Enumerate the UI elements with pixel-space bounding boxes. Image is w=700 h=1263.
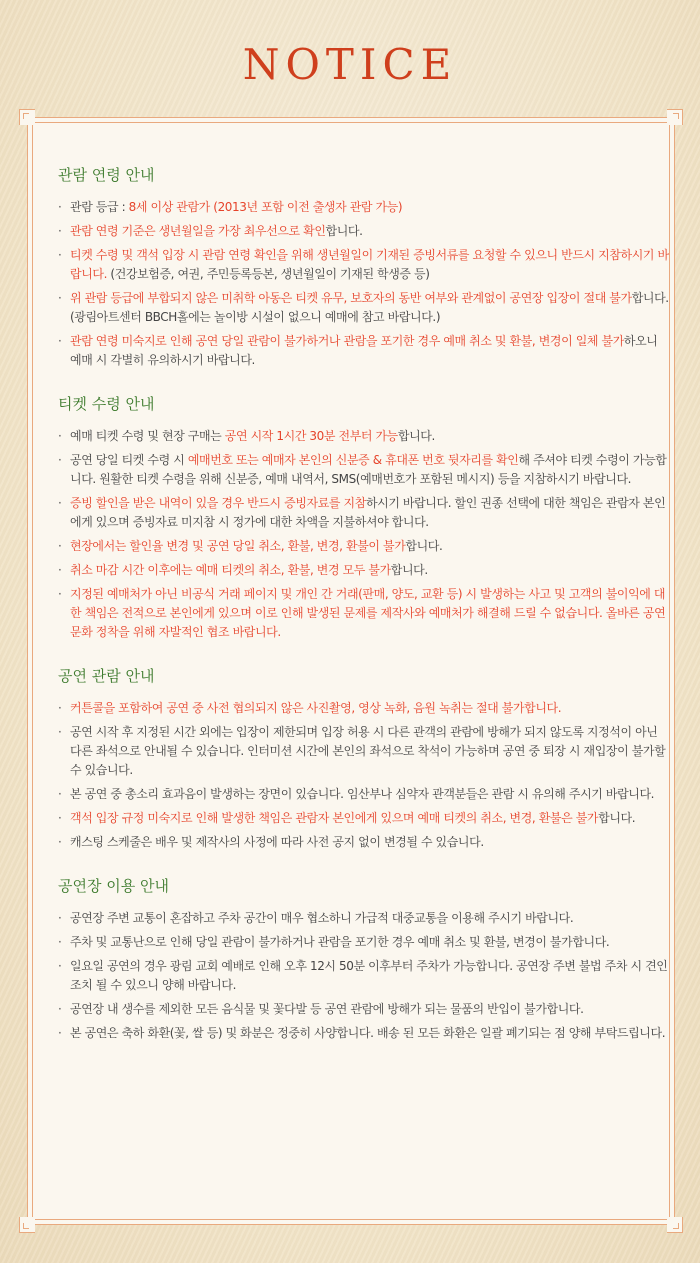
notice-item [58, 427, 670, 446]
notice-item [58, 833, 670, 852]
notice-item [58, 933, 670, 952]
item-text: 합니다. [405, 539, 443, 553]
item-text: 주차 및 교통난으로 인해 당일 관람이 불가하거나 관람을 포기한 경우 예매 취소 및 환불, 변경이 불가합니다. [70, 935, 610, 949]
notice-item [58, 1000, 670, 1019]
highlighted-text: 예매번호 또는 예매자 본인의 신분증 & 휴대폰 번호 뒷자리를 확인 [187, 453, 519, 467]
item-text: 합니다. [598, 811, 636, 825]
notice-section [58, 393, 670, 642]
item-text: 공연장 주변 교통이 혼잡하고 주차 공간이 매우 협소하니 가급적 대중교통을 이용해 주시기 바랍니다. [70, 911, 574, 925]
section-title: 티켓 수령 안내 [58, 395, 155, 413]
notice-section [58, 875, 670, 1043]
highlighted-text: 관람 연령 미숙지로 인해 공연 당일 관람이 불가하거나 관람을 포기한 경우 예매 취소 및 환불, 변경이 일체 불가 [70, 334, 624, 348]
item-text: 해 주셔야 티켓 수령이 가능합니다. 원활한 티켓 수령을 위해 신분증, 예매 내역서, SMS(예매번호가 포함된 메시지) 등을 지참하시기 바랍니다. [70, 453, 667, 486]
item-text: 합니다. [397, 429, 435, 443]
corner-ornament [667, 109, 683, 125]
item-text: 합니다. [390, 563, 428, 577]
item-text: 하오니 예매 시 각별히 유의하시기 바랍니다. [70, 334, 658, 367]
notice-content [58, 164, 670, 1066]
notice-section [58, 164, 670, 370]
notice-item [58, 246, 670, 284]
highlighted-text: 관람 연령 기준은 생년월일을 가장 최우선으로 확인 [70, 224, 326, 238]
notice-item [58, 198, 670, 217]
highlighted-text: 공연 시작 1시간 30분 전부터 가능 [224, 429, 398, 443]
notice-list [58, 427, 670, 642]
highlighted-text: 지정된 예매처가 아닌 비공식 거래 페이지 및 개인 간 거래(판매, 양도, 교환 등) 시 발생하는 사고 및 고객의 불이익에 대한 책임은 전적으로 본인에게 있으며 이로 인해 발생된 문제를 제작사와 예매처가 해결해 드릴 수 없습니다. 올바른 공연문화 정착을 위해 자발적인 협조 바랍니다. [70, 587, 666, 639]
notice-item [58, 451, 670, 489]
notice-list [58, 699, 670, 852]
notice-item [58, 222, 670, 241]
notice-item [58, 785, 670, 804]
notice-item [58, 809, 670, 828]
item-text: (건강보험증, 여권, 주민등록등본, 생년월일이 기재된 학생증 등) [107, 267, 430, 281]
item-text: 예매 티켓 수령 및 현장 구매는 [70, 429, 225, 443]
section-title: 공연장 이용 안내 [58, 877, 169, 895]
item-text: 관람 등급 : [70, 200, 129, 214]
notice-item [58, 699, 670, 718]
item-text: 하시기 바랍니다. 할인 권종 선택에 대한 책임은 관람자 본인에게 있으며 증빙자료 미지참 시 정가에 대한 차액을 지불하셔야 합니다. [70, 496, 666, 529]
notice-list [58, 909, 670, 1043]
highlighted-text: 증빙 할인을 받은 내역이 있을 경우 반드시 증빙자료를 지참 [70, 496, 366, 510]
notice-item [58, 723, 670, 780]
corner-ornament [667, 1217, 683, 1233]
item-text: 공연 시작 후 지정된 시간 외에는 입장이 제한되며 입장 허용 시 다른 관객의 관람에 방해가 되지 않도록 지정석이 아닌 다른 좌석으로 안내될 수 있습니다. 인터미션 시간에 본인의 좌석으로 착석이 가능하며 공연 중 퇴장 시 재입장이 불가할 수 있습니다. [70, 725, 666, 777]
corner-ornament [19, 1217, 35, 1233]
section-title: 공연 관람 안내 [58, 667, 155, 685]
highlighted-text: 객석 입장 규정 미숙지로 인해 발생한 책임은 관람자 본인에게 있으며 예매 티켓의 취소, 변경, 환불은 불가 [70, 811, 599, 825]
item-text: 본 공연 중 총소리 효과음이 발생하는 장면이 있습니다. 임산부나 심약자 관객분들은 관람 시 유의해 주시기 바랍니다. [70, 787, 655, 801]
notice-item [58, 585, 670, 642]
highlighted-text: 8세 이상 관람가 (2013년 포함 이전 출생자 관람 가능) [128, 200, 403, 214]
notice-item [58, 537, 670, 556]
item-text: 캐스팅 스케줄은 배우 및 제작사의 사정에 따라 사전 공지 없이 변경될 수 있습니다. [70, 835, 484, 849]
item-text: 일요일 공연의 경우 광림 교회 예배로 인해 오후 12시 50분 이후부터 주차가 가능합니다. 공연장 주변 불법 주차 시 견인 조치 될 수 있으니 양해 바랍니다. [70, 959, 668, 992]
notice-item [58, 332, 670, 370]
notice-item [58, 561, 670, 580]
notice-item [58, 909, 670, 928]
notice-item [58, 289, 670, 327]
highlighted-text: 현장에서는 할인율 변경 및 공연 당일 취소, 환불, 변경, 환불이 불가 [70, 539, 406, 553]
notice-list [58, 198, 670, 370]
notice-item [58, 1024, 670, 1043]
highlighted-text: 위 관람 등급에 부합되지 않은 미취학 아동은 티켓 유무, 보호자의 동반 여부와 관계없이 공연장 입장이 절대 불가 [70, 291, 632, 305]
item-text: 합니다. [325, 224, 363, 238]
corner-ornament [19, 109, 35, 125]
notice-item [58, 494, 670, 532]
highlighted-text: 취소 마감 시간 이후에는 예매 티켓의 취소, 환불, 변경 모두 불가 [70, 563, 391, 577]
item-text: 공연장 내 생수를 제외한 모든 음식물 및 꽃다발 등 공연 관람에 방해가 되는 물품의 반입이 불가합니다. [70, 1002, 584, 1016]
item-text: 합니다.(광림아트센터 BBCH홀에는 놀이방 시설이 없으니 예매에 참고 바랍니다.) [70, 291, 669, 324]
item-text: 본 공연은 축하 화환(꽃, 쌀 등) 및 화분은 정중히 사양합니다. 배송 된 모든 화환은 일괄 폐기되는 점 양해 부탁드립니다. [70, 1026, 666, 1040]
highlighted-text: 커튼콜을 포함하여 공연 중 사전 협의되지 않은 사진촬영, 영상 녹화, 음원 녹취는 절대 불가합니다. [70, 701, 562, 715]
item-text: 공연 당일 티켓 수령 시 [70, 453, 188, 467]
notice-section [58, 665, 670, 852]
section-title: 관람 연령 안내 [58, 166, 155, 184]
notice-item [58, 957, 670, 995]
highlighted-text: 티켓 수령 및 객석 입장 시 관람 연령 확인을 위해 생년월일이 기재된 증빙서류를 요청할 수 있으니 반드시 지참하시기 바랍니다. [70, 248, 669, 281]
page-title: NOTICE [242, 40, 458, 89]
